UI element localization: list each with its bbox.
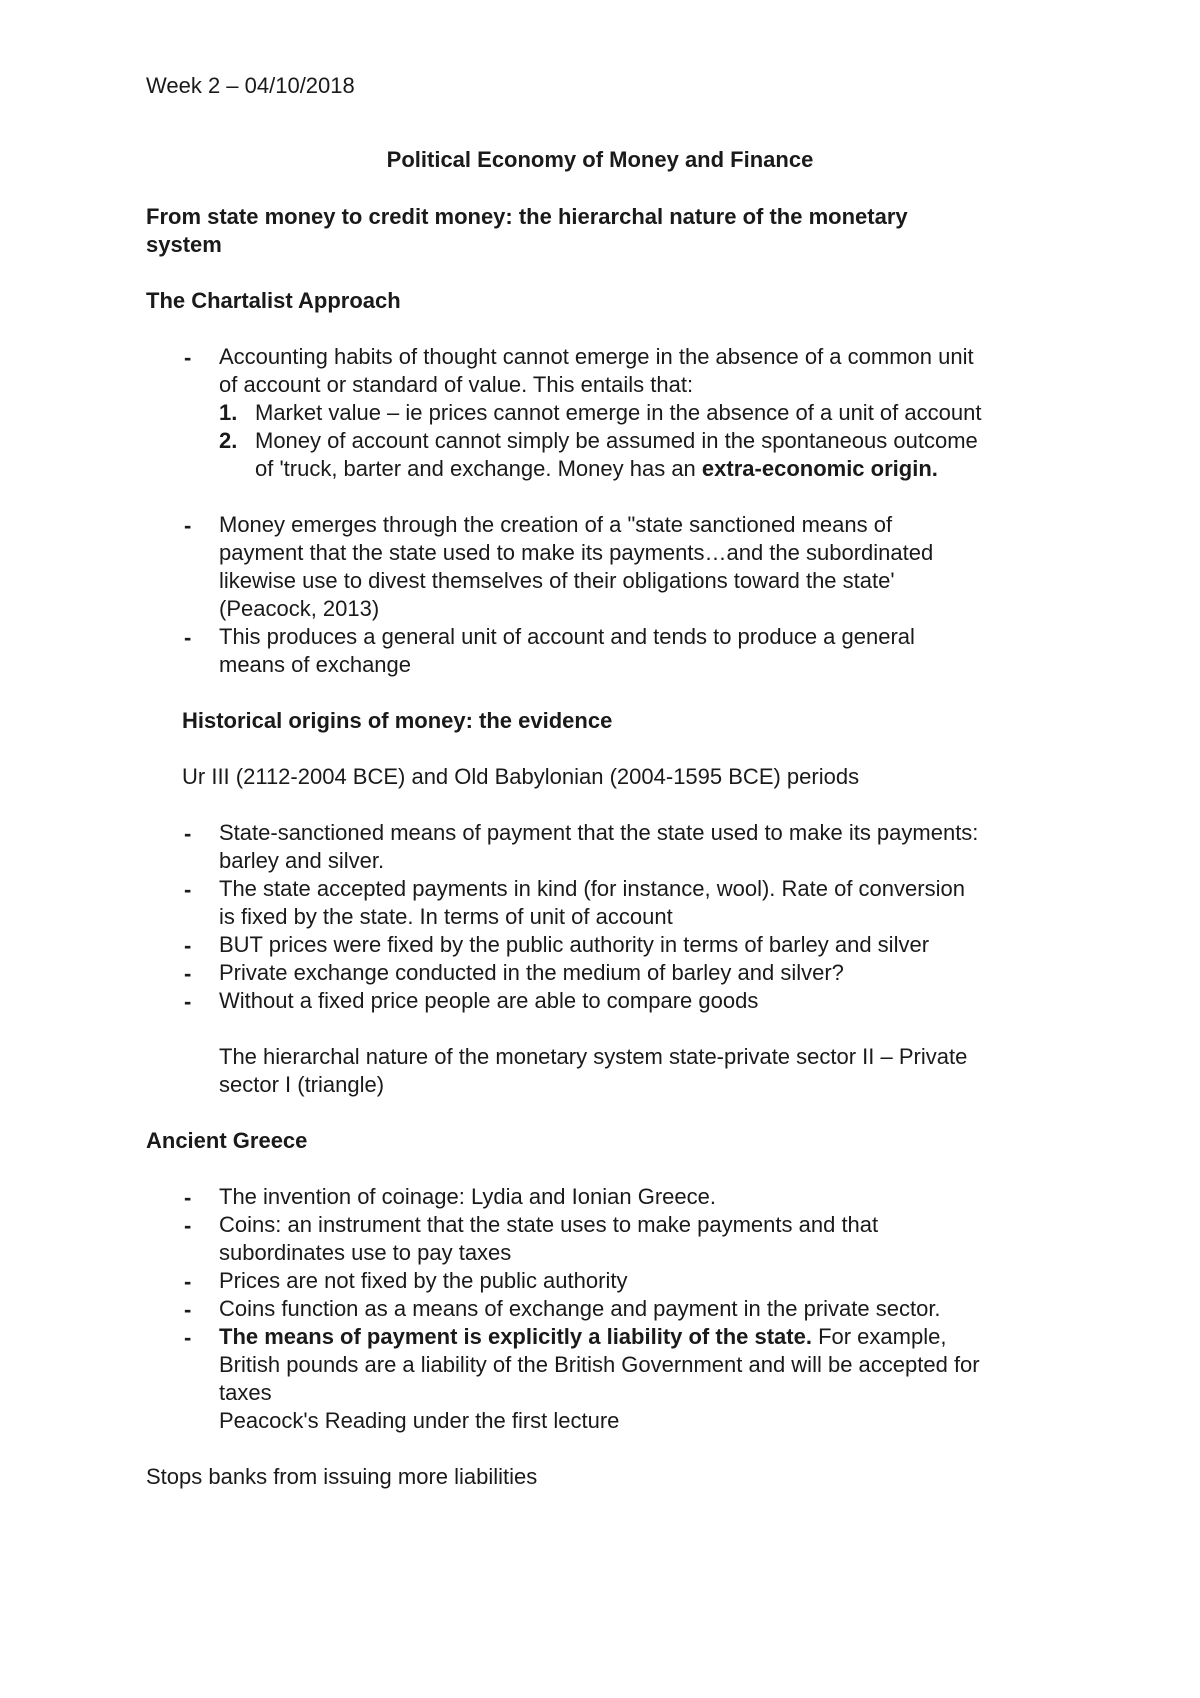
greece-bullet1: The invention of coinage: Lydia and Ionian Greece. bbox=[219, 1184, 716, 1209]
chartalist-bullet1-line1: Accounting habits of thought cannot emerge in the absence of a common unit bbox=[219, 344, 974, 369]
bullet-dash: - bbox=[184, 1185, 192, 1210]
footer-note: Stops banks from issuing more liabilities bbox=[146, 1464, 538, 1489]
chartalist-bullet3-line1: This produces a general unit of account and tends to produce a general bbox=[219, 624, 915, 649]
greece-bullet5-line3: taxes bbox=[219, 1380, 272, 1405]
historical-note-line2: sector I (triangle) bbox=[219, 1072, 385, 1097]
numbered-item-2-line2: of 'truck, barter and exchange. Money has an extra-economic origin. bbox=[255, 456, 938, 481]
chartalist-bullet2-line2: payment that the state used to make its payments…and the subordinated bbox=[219, 540, 934, 565]
historical-bullet4: Private exchange conducted in the medium of barley and silver? bbox=[219, 960, 844, 985]
greece-bullet3: Prices are not fixed by the public authority bbox=[219, 1268, 628, 1293]
greece-bullet5-line1: The means of payment is explicitly a liability of the state. For example, bbox=[219, 1324, 947, 1349]
bullet-dash: - bbox=[184, 1269, 192, 1294]
greece-bullet5-line2: British pounds are a liability of the British Government and will be accepted for bbox=[219, 1352, 980, 1377]
chartalist-bullet2-line1: Money emerges through the creation of a "state sanctioned means of bbox=[219, 512, 893, 537]
numbered-item-2-line1: Money of account cannot simply be assumed in the spontaneous outcome bbox=[255, 428, 978, 453]
date-line: Week 2 – 04/10/2018 bbox=[146, 73, 355, 98]
list-number: 1. bbox=[219, 400, 238, 425]
historical-periods: Ur III (2112-2004 BCE) and Old Babylonian (2004-1595 BCE) periods bbox=[182, 764, 860, 789]
chartalist-bullet3-line2: means of exchange bbox=[219, 652, 412, 677]
greece-bullet5-line4: Peacock's Reading under the first lecture bbox=[219, 1408, 620, 1433]
numbered-item-1: Market value – ie prices cannot emerge in the absence of a unit of account bbox=[255, 400, 982, 425]
bullet-dash: - bbox=[184, 821, 192, 846]
bullet-dash: - bbox=[184, 989, 192, 1014]
document-title: Political Economy of Money and Finance bbox=[386, 147, 814, 172]
bullet-dash: - bbox=[184, 1297, 192, 1322]
historical-heading: Historical origins of money: the evidence bbox=[182, 708, 613, 733]
greece-heading: Ancient Greece bbox=[146, 1128, 308, 1153]
bullet-dash: - bbox=[184, 933, 192, 958]
chartalist-bullet2-line4: (Peacock, 2013) bbox=[219, 596, 380, 621]
chartalist-bullet1-line2: of account or standard of value. This entails that: bbox=[219, 372, 694, 397]
bullet-dash: - bbox=[184, 625, 192, 650]
historical-bullet2-line1: The state accepted payments in kind (for instance, wool). Rate of conversion bbox=[219, 876, 965, 901]
historical-bullet1-line1: State-sanctioned means of payment that the state used to make its payments: bbox=[219, 820, 979, 845]
historical-bullet3: BUT prices were fixed by the public authority in terms of barley and silver bbox=[219, 932, 930, 957]
bullet-dash: - bbox=[184, 961, 192, 986]
subtitle-line-2: system bbox=[146, 232, 222, 257]
greece-bullet2-line1: Coins: an instrument that the state uses to make payments and that bbox=[219, 1212, 879, 1237]
bullet-dash: - bbox=[184, 1213, 192, 1238]
bullet-dash: - bbox=[184, 345, 192, 370]
bullet-dash: - bbox=[184, 877, 192, 902]
list-number: 2. bbox=[219, 428, 238, 453]
greece-bullet4: Coins function as a means of exchange and payment in the private sector. bbox=[219, 1296, 941, 1321]
bullet-dash: - bbox=[184, 1325, 192, 1350]
bullet-dash: - bbox=[184, 513, 192, 538]
historical-bullet5: Without a fixed price people are able to compare goods bbox=[219, 988, 759, 1013]
chartalist-bullet2-line3: likewise use to divest themselves of their obligations toward the state' bbox=[219, 568, 895, 593]
historical-bullet2-line2: is fixed by the state. In terms of unit of account bbox=[219, 904, 673, 929]
historical-bullet1-line2: barley and silver. bbox=[219, 848, 385, 873]
chartalist-heading: The Chartalist Approach bbox=[146, 288, 401, 313]
subtitle-line-1: From state money to credit money: the hierarchal nature of the monetary bbox=[146, 204, 908, 229]
historical-note-line1: The hierarchal nature of the monetary system state-private sector II – Private bbox=[219, 1044, 968, 1069]
greece-bullet2-line2: subordinates use to pay taxes bbox=[219, 1240, 512, 1265]
